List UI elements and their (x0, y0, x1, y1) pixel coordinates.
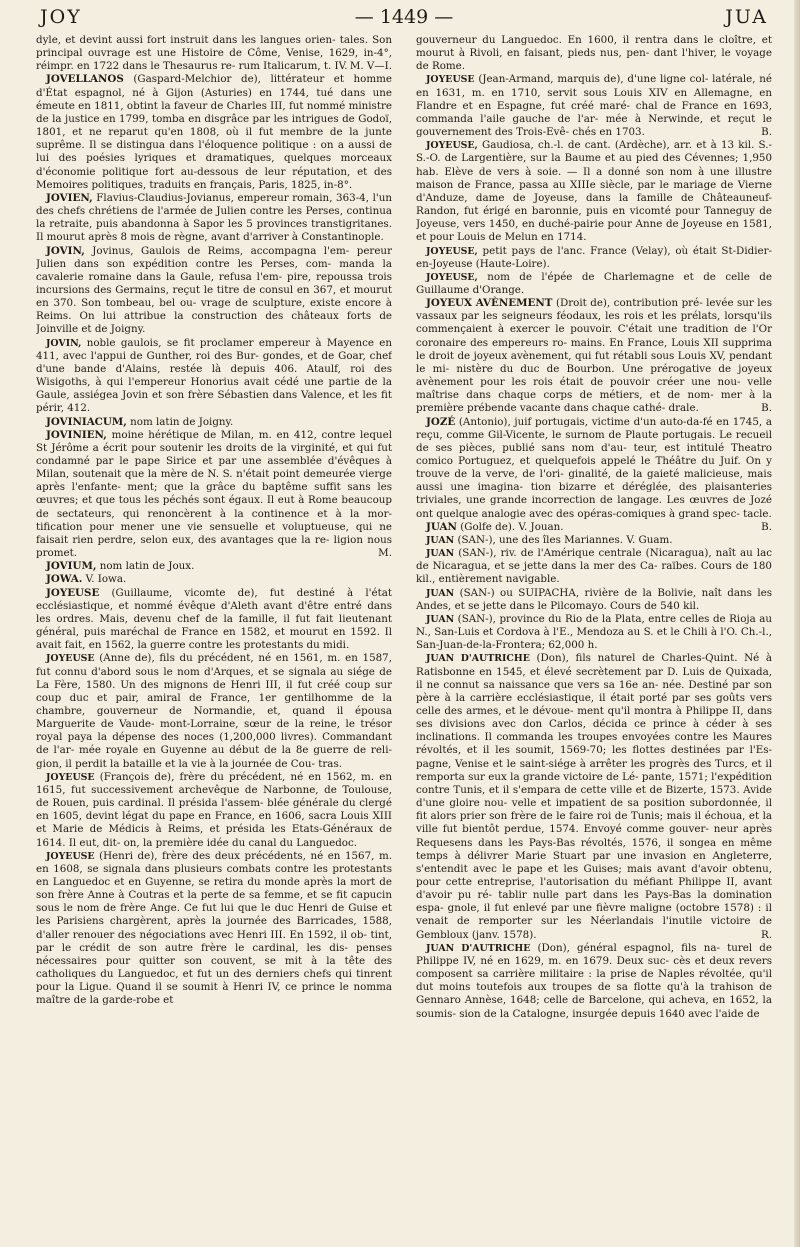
dictionary-entry (36, 652, 392, 770)
header-right-word: JUA (725, 6, 768, 28)
dictionary-entry (36, 560, 392, 573)
entry-text: V. Iowa. (85, 573, 127, 586)
dictionary-entry (416, 34, 772, 73)
entry-headword: JOYEUSE (46, 850, 95, 862)
dictionary-entry (416, 547, 772, 586)
dictionary-entry (416, 613, 772, 652)
dictionary-entry (36, 416, 392, 429)
dictionary-entry (416, 652, 772, 941)
entry-headword: JOVIN, (46, 244, 85, 257)
entry-text: (SAN-), riv. de l'Amérique centrale (Nicaragua), naît au lac de Nicaragua, et se jette dans la mer des Ca- raïbes. Cours de 180 kil., entièrement navigable. (416, 547, 772, 586)
entry-text: (Droit de), contribution pré- levée sur les vassaux par les seigneurs féodaux, les rois et les prélats, lorsqu'ils commençaient à exercer le pouvoir. C'était une tradition de l'Or coronaire des empereurs ro- mains. En France, Louis XII supprima le droit de joyeux avènement, qui fut rétabli sous Louis XV, pendant le mi- nistère du duc de Bourbon. Une prérogative de joyeux avènement pour les rois était de pouvoir créer une nou- velle maîtrise dans chaque corps de métiers, et de nom- mer à la première prébende vacante dans chaque cathé- drale. (416, 297, 772, 415)
entry-headword: JUAN D'AUTRICHE (426, 942, 531, 954)
dictionary-entry (36, 34, 392, 73)
entry-headword: JOYEUSE (46, 771, 95, 783)
entry-text: noble gaulois, se fit proclamer empereur à Mayence en 411, avec l'appui de Gunther, roi des Bur- gondes, et de Goar, chef d'une bande d'Alains, restée là depuis 406. Ataulf, roi des Wisigoths, à qui l'empereur Honorius avait cédé une partie de la Gaule, assiégea Jovin et son frère Sébastien dans Valence, et les fit périr, 412. (36, 336, 392, 415)
entry-headword: JUAN (426, 548, 455, 560)
entry-text: (Guillaume, vicomte de), fut destiné à l'état ecclésiastique, et nommé évêque d'Aleth avant d'être entré dans les ordres. Mais, devenu chef de la famille, il fut fait lieutenant général, puis maréchal de France en 1582, et mourut en 1592. Il avait fait, en 1562, la guerre contre les protestants du midi. (36, 586, 392, 652)
entry-text: (SAN-), province du Rio de la Plata, entre celles de Rioja au N., San-Luis et Cordova à l'E., Mendoza au S. et le Chili à l'O. Ch.-l., San-Juan-de-la-Frontera; 62,000 h. (416, 612, 772, 652)
entry-headword: JUAN (426, 534, 455, 546)
dictionary-entry (416, 534, 772, 547)
entry-headword: JOZÉ (426, 415, 456, 428)
dictionary-entry (36, 573, 392, 586)
dictionary-entry (36, 192, 392, 245)
page-edge (794, 0, 800, 1247)
entry-text: nom de l'épée de Charlemagne et de celle de Guillaume d'Orange. (416, 270, 772, 296)
author-initials: R. (760, 928, 772, 941)
dictionary-entry (36, 73, 392, 191)
dictionary-entry (36, 429, 392, 561)
author-initials: B. (761, 520, 772, 533)
entry-text: (Antonio), juif portugais, victime d'un auto-da-fé en 1745, a reçu, comme Gil-Vicente, le surnom de Plaute portugais. Le recueil de ses pièces, publié sans nom d'au- teur, est intitulé Theatro comico Portuguez, et quelquefois appelé le Théâtre du Juif. On y trouve de la verve, de l'ori- ginalité, de la gaieté malicieuse, mais aussi une imagina- tion bizarre et déréglée, des plaisanteries triviales, une grande incorrection de langage. Les œuvres de Jozé ont quelque analogie avec des opéras-comiques à grand spec- tacle. (416, 415, 772, 520)
entry-text: dyle, et devint aussi fort instruit dans les langues orien- tales. Son principal ouvrage est une Histoire de Côme, Venise, 1629, in-4°, réimpr. en 1722 dans le Thesaurus re- rum Italicarum, t. IV. (36, 34, 392, 73)
dictionary-entry (416, 271, 772, 297)
entry-headword: JUAN D'AUTRICHE (426, 653, 530, 665)
entry-text: (Don), fils naturel de Charles-Quint. Né à Ratisbonne en 1545, et élevé secrètement par D. Luis de Quixada, il ne connut sa naissance que vers sa 16e an- née. Destiné par son père à la carrière ecclésiastique, il était porté par ses goûts vers celle des armes, et le dévoue- ment qu'il montra à Philippe II, dans ses divisions avec don Carlos, décida ce prince à céder à ses inclinations. Il commanda les troupes envoyées contre les Maures révoltés, et il les soumit, 1569-70; les flottes destinées par l'Es- pagne, Venise et le saint-siége à arrêter les progrès des Turcs, et il remporta sur eux la grande victoire de Lé- pante, 1571; l'expédition contre Tunis, et il s'empara de cette ville et de Bizerte, 1573. Avide d'une gloire nou- velle et impatient de sa position subordonnée, il fit alors prier son frère de le faire roi de Tunis; mais il échoua, et la ville fut bientôt perdue, 1574. Envoyé comme gouver- neur après Requesens dans les Pays-Bas révoltés, 1576, il songea en même temps à délivrer Marie Stuart par une invasion en Angleterre, s'entendit avec le pape et les Guises; mais avant d'avoir obtenu, pour cette entreprise, l'autorisation du méfiant Philippe II, avant d'avoir pu ré- tablir nulle part dans les Pays-Bas la domination espa- gnole, il fut enlevé par une fièvre maligne (octobre 1578) : il venait de remporter sur les Néerlandais l'inutile victoire de Gembloux (janv. 1578). (416, 652, 772, 941)
author-initials: B. (761, 402, 772, 415)
entry-text: (Gaspard-Melchior de), littérateur et homme d'État espagnol, né à Gijon (Asturies) en 1744, tué dans une émeute en 1811, obtint la faveur de Charles III, fut nommé ministre de la justice en 1799, tomba en disgrâce par les intrigues de Godoï, 1801, et ne reparut qu'en 1808, où il fut membre de la junte suprême. Il se distingua dans l'éloquence politique : on a aussi de lui des poésies lyriques et dramatiques, quelques morceaux d'économie politique fort au-dessous de leur réputation, et des Memoires politiques, traduits en français, Paris, 1825, in-8°. (36, 73, 392, 191)
dictionary-entry (416, 73, 772, 139)
entry-text: gouverneur du Languedoc. En 1600, il rentra dans le cloître, et mourut à Rivoli, en faisant, pieds nus, pen- dant l'hiver, le voyage de Rome. (416, 34, 772, 73)
entry-text: nom latin de Joux. (99, 560, 195, 573)
dictionary-entry (416, 245, 772, 271)
entry-text: petit pays de l'anc. France (Velay), où était St-Didier-en-Joyeuse (Haute-Loire). (416, 244, 772, 270)
dictionary-entry (416, 297, 772, 415)
entry-headword: JOVIN, (46, 337, 82, 349)
entry-headword: JOVELLANOS (46, 73, 124, 86)
dictionary-entry (36, 337, 392, 416)
entry-text: Jovinus, Gaulois de Reims, accompagna l'em- pereur Julien dans son expédition contre les Perses, com- manda la cavalerie romaine dans la Gaule, refusa l'em- pire, repoussa trois incursions des Germains, reçut le titre de consul en 367, et mourut en 370. Son tombeau, bel ou- vrage de sculpture, existe encore à Reims. On lui attribue la construction des châteaux forts de Joinville et de Joigny. (36, 244, 392, 336)
entry-headword: JOYEUSE (426, 74, 475, 86)
dictionary-entry (416, 587, 772, 613)
entry-headword: JOYEUSE (46, 653, 95, 665)
entry-text: (SAN-), une des îles Mariannes. V. Guam. (457, 533, 673, 546)
entry-headword: JOYEUSE, (426, 140, 478, 152)
entry-text: (Don), général espagnol, fils na- turel de Philippe IV, né en 1629, m. en 1679. Deux suc- cès et deux revers composent sa carrière militaire : la prise de Naples révoltée, qu'il dut moins toutefois aux troupes de sa flotte qu'à la trahison de Gennaro Annèse, 1648; celle de Barcelone, qui acheva, en 1652, la soumis- sion de la Catalogne, insurgée depuis 1640 avec l'aide de (416, 941, 772, 1020)
entry-headword: JOVIUM, (46, 560, 97, 573)
entry-text: (SAN-) ou SUIPACHA, rivière de la Bolivie, naît dans les Andes, et se jette dans le Pilcomayo. Cours de 540 kil. (416, 586, 772, 612)
entry-headword: JOVINIEN, (46, 428, 107, 441)
entry-headword: JOYEUSE, (426, 245, 478, 257)
dictionary-entry (36, 850, 392, 1008)
author-initials: M. V—I. (349, 60, 392, 73)
entry-headword: JUAN (426, 520, 457, 533)
dictionary-entry (416, 521, 772, 534)
author-initials: B. (761, 126, 772, 139)
entry-text: Flavius-Claudius-Jovianus, empereur romain, 363-4, l'un des chefs chrétiens de l'armée de Julien contre les Perses, continua la retraite, puis abandonna à Sapor les 5 provinces transtigritanes. Il mourut après 8 mois de règne, avant d'arriver à Constantinople. (36, 191, 392, 244)
page-number: — 1449 — (354, 6, 454, 28)
entry-headword: JUAN (426, 587, 455, 599)
right-column (416, 34, 772, 1242)
entry-text: (François de), frère du précédent, né en 1562, m. en 1615, fut successivement archevêque de Narbonne, de Toulouse, de Rouen, puis cardinal. Il présida l'assem- blée générale du clergé en 1605, devint légat du pape en France, en 1606, sacra Louis XIII et Marie de Médicis à Reims, et présida les Etats-Généraux de 1614. Il eut, dit- on, la première idée du canal du Languedoc. (36, 770, 392, 849)
dictionary-entry (416, 139, 772, 244)
entry-headword: JOVINIACUM, (46, 415, 127, 428)
entry-text: Gaudiosa, ch.-l. de cant. (Ardèche), arr. et à 13 kil. S.-S.-O. de Largentière, sur la Baume et au pied des Cévennes; 1,950 hab. Elève de vers à soie. — Il a donné son nom à une illustre maison de France, passa au XIIIe siècle, par le mariage de Vierne d'Anduze, dame de Joyeuse, dans la famille de Châteauneuf-Randon, fut érigé en baronnie, puis en vicomté pour Tanneguy de Joyeuse, vers 1450, en duché-pairie pour Anne de Joyeuse en 1581, et pour Louis de Melun en 1714. (416, 139, 772, 244)
entry-headword: JUAN (426, 613, 455, 625)
dictionary-entry (416, 942, 772, 1021)
entry-text: (Anne de), fils du précédent, né en 1561, m. en 1587, fut connu d'abord sous le nom d'Arques, et se signala au siége de La Fère, 1580. Un des mignons de Henri III, il fut créé coup sur coup duc et pair, amiral de France, 1er gentilhomme de la chambre, gouverneur de Normandie, et, quand il épousa Marguerite de Vaude- mont-Lorraine, sœur de la reine, le trésor royal paya la dépense des noces (1,200,000 livres). Commandant de l'ar- mée royale en Guyenne au début de la 8e guerre de reli- gion, il perdit la bataille et la vie à la journée de Cou- tras. (36, 652, 392, 770)
header-left-word: JOY (40, 6, 82, 28)
entry-headword: JOWA. (46, 573, 83, 586)
page-header (36, 6, 772, 32)
entry-text: nom latin de Joigny. (130, 415, 234, 428)
dictionary-entry (36, 771, 392, 850)
entry-text: (Henri de), frère des deux précédents, né en 1567, m. en 1608, se signala dans plusieurs combats contre les protestants en Languedoc et en Guyenne, se retira du monde après la mort de son frère Anne à Coutras et la perte de sa femme, et se fit capucin sous le nom de frère Ange. Ce fut lui que le duc Henri de Guise et les Parisiens chargèrent, après la journée des Barricades, 1588, d'aller renouer des négociations avec Henri III. En 1592, il ob- tint, par le crédit de son autre frère le cardinal, les dis- penses nécessaires pour quitter son couvent, se mit à la tête des catholiques du Languedoc, et fut un des derniers chefs qui tinrent pour la Ligue. Quand il se soumit à Henri IV, ce prince le nomma maître de la garde-robe et (36, 849, 392, 1007)
dictionary-entry (36, 587, 392, 653)
dictionary-entry (36, 245, 392, 337)
entry-text: moine hérétique de Milan, m. en 412, contre lequel St Jérôme a écrit pour soutenir les droits de la virginité, et qui fut condamné par le pape Sirice et par une assemblée d'évêques à Milan, soutenait que la mère de N. S. n'était point demeurée vierge après l'enfante- ment; que la grâce du baptême suffit sans les œuvres; et que tous les péchés sont égaux. Il eut à Rome beaucoup de sectateurs, qui renoncèrent à la continence et à la mor- tification pour mener une vie sensuelle et voluptueuse, qui ne faisait rien perdre, selon eux, des avantages que la re- ligion nous promet. (36, 428, 392, 560)
entry-headword: JOYEUX AVÈNEMENT (426, 297, 553, 310)
entry-headword: JOVIEN, (46, 191, 93, 204)
entry-headword: JOYEUSE (46, 586, 100, 599)
entry-headword: JOYEUSE, (426, 271, 478, 283)
author-initials: M. (378, 547, 392, 560)
entry-text: (Golfe de). V. Jouan. (460, 520, 564, 533)
entry-text: (Jean-Armand, marquis de), d'une ligne col- latérale, né en 1631, m. en 1710, servit sous Louis XIV en Allemagne, en Flandre et en Espagne, fut créé maré- chal de France en 1693, commanda l'aile gauche de l'ar- mée à Nerwinde, et reçut le gouvernement des Trois-Evê- chés en 1703. (416, 73, 772, 139)
left-column (36, 34, 392, 1242)
